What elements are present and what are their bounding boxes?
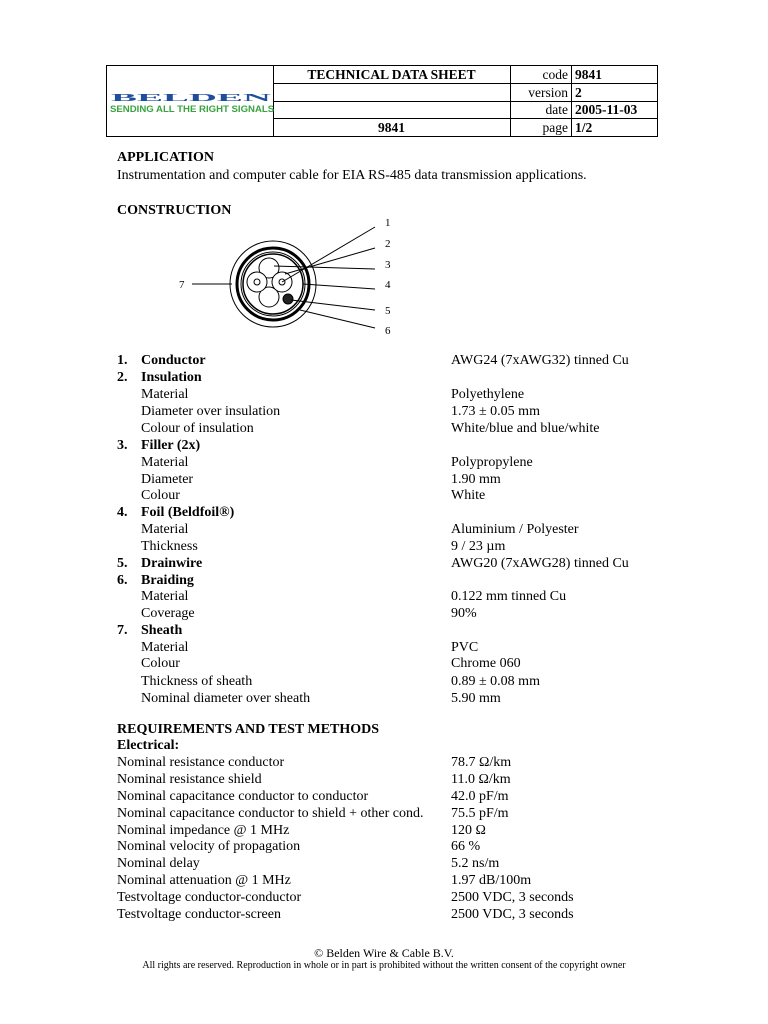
- prop-label: Coverage: [141, 606, 195, 621]
- svg-text:BELDEN: BELDEN: [111, 92, 272, 104]
- diagram-label-7: 7: [179, 279, 185, 291]
- date-value: 2005-11-03: [575, 102, 638, 117]
- prop-label: Material: [141, 640, 189, 655]
- prop-value: Polyethylene: [451, 387, 525, 402]
- prop-label: Colour of insulation: [141, 421, 254, 436]
- req-value: 120 Ω: [451, 823, 486, 838]
- prop-value: 0.89 ± 0.08 mm: [451, 674, 540, 689]
- prop-value: 9 / 23 µm: [451, 539, 506, 554]
- application-text: Instrumentation and computer cable for EIA RS-485 data transmission applications.: [117, 168, 587, 183]
- req-value: 2500 VDC, 3 seconds: [451, 890, 574, 905]
- item-number: 2.: [117, 370, 128, 385]
- prop-label: Colour: [141, 488, 180, 503]
- prop-label: Nominal diameter over sheath: [141, 691, 311, 706]
- req-label: Nominal attenuation @ 1 MHz: [117, 873, 291, 888]
- item-title-filler: Filler (2x): [141, 438, 201, 453]
- footer-copyright: © Belden Wire & Cable B.V.: [314, 946, 454, 960]
- req-label: Testvoltage conductor-conductor: [117, 890, 302, 905]
- prop-label: Material: [141, 589, 189, 604]
- prop-label: Colour: [141, 656, 180, 671]
- prop-value: 5.90 mm: [451, 691, 501, 706]
- prop-label: Thickness of sheath: [141, 674, 253, 689]
- diagram-label-2: 2: [385, 238, 391, 250]
- req-value: 2500 VDC, 3 seconds: [451, 907, 574, 922]
- diagram-label-5: 5: [385, 305, 391, 317]
- req-label: Nominal resistance conductor: [117, 755, 285, 770]
- sheet-title: TECHNICAL DATA SHEET: [307, 67, 476, 82]
- item-value-drainwire: AWG20 (7xAWG28) tinned Cu: [451, 556, 629, 571]
- prop-label: Diameter over insulation: [141, 404, 281, 419]
- drainwire: [283, 294, 293, 304]
- conductor-left: [254, 279, 260, 285]
- prop-value: 90%: [451, 606, 477, 621]
- item-title-braiding: Braiding: [141, 573, 194, 588]
- req-value: 78.7 Ω/km: [451, 755, 512, 770]
- diagram-label-1: 1: [385, 217, 391, 229]
- item-number: 1.: [117, 353, 128, 368]
- item-number: 7.: [117, 623, 128, 638]
- item-title-drainwire: Drainwire: [141, 556, 203, 571]
- page-label: page: [542, 120, 568, 135]
- code-value: 9841: [575, 67, 602, 82]
- prop-label: Material: [141, 522, 189, 537]
- req-label: Nominal capacitance conductor to conductor: [117, 789, 369, 804]
- req-label: Nominal velocity of propagation: [117, 839, 301, 854]
- cable-cross-section-diagram: [170, 210, 410, 340]
- electrical-subheading: Electrical:: [117, 738, 180, 753]
- req-value: 1.97 dB/100m: [451, 873, 532, 888]
- item-number: 6.: [117, 573, 128, 588]
- version-label: version: [528, 85, 568, 100]
- application-heading: APPLICATION: [117, 150, 214, 165]
- prop-value: White/blue and blue/white: [451, 421, 600, 436]
- prop-value: PVC: [451, 640, 479, 655]
- item-title-insulation: Insulation: [141, 370, 202, 385]
- header-table: [106, 65, 658, 137]
- diagram-label-3: 3: [385, 259, 391, 271]
- item-title-foil: Foil (Beldfoil®): [141, 505, 235, 520]
- page-value: 1/2: [575, 120, 593, 135]
- item-value-conductor: AWG24 (7xAWG32) tinned Cu: [451, 353, 629, 368]
- item-title-sheath: Sheath: [141, 623, 183, 638]
- code-label: code: [542, 67, 568, 82]
- prop-value: 0.122 mm tinned Cu: [451, 589, 567, 604]
- req-label: Nominal delay: [117, 856, 200, 871]
- product-number: 9841: [378, 120, 405, 135]
- prop-label: Material: [141, 455, 189, 470]
- version-value: 2: [575, 85, 582, 100]
- item-title-conductor: Conductor: [141, 353, 206, 368]
- diagram-label-4: 4: [385, 279, 391, 291]
- req-value: 66 %: [451, 839, 481, 854]
- footer-notice: All rights are reserved. Reproduction in whole or in part is prohibited without the written consent of the copyright owner: [142, 960, 626, 971]
- prop-value: Polypropylene: [451, 455, 533, 470]
- item-number: 5.: [117, 556, 128, 571]
- construction-heading: CONSTRUCTION: [117, 203, 232, 218]
- date-label: date: [545, 102, 568, 117]
- prop-label: Thickness: [141, 539, 198, 554]
- prop-label: Diameter: [141, 472, 194, 487]
- req-value: 5.2 ns/m: [451, 856, 500, 871]
- prop-value: White: [451, 488, 486, 503]
- req-value: 42.0 pF/m: [451, 789, 509, 804]
- req-label: Nominal impedance @ 1 MHz: [117, 823, 290, 838]
- item-number: 3.: [117, 438, 128, 453]
- requirements-heading: REQUIREMENTS AND TEST METHODS: [117, 722, 380, 737]
- belden-logo-wordmark: [110, 67, 273, 105]
- prop-label: Material: [141, 387, 189, 402]
- req-label: Testvoltage conductor-screen: [117, 907, 281, 922]
- item-number: 4.: [117, 505, 128, 520]
- logo-tagline: SENDING ALL THE RIGHT SIGNALS: [110, 104, 275, 115]
- prop-value: 1.90 mm: [451, 472, 501, 487]
- prop-value: 1.73 ± 0.05 mm: [451, 404, 540, 419]
- req-value: 11.0 Ω/km: [451, 772, 511, 787]
- req-label: Nominal capacitance conductor to shield + other cond.: [117, 806, 424, 821]
- req-label: Nominal resistance shield: [117, 772, 262, 787]
- prop-value: Chrome 060: [451, 656, 521, 671]
- req-value: 75.5 pF/m: [451, 806, 509, 821]
- prop-value: Aluminium / Polyester: [451, 522, 579, 537]
- diagram-label-6: 6: [385, 325, 391, 337]
